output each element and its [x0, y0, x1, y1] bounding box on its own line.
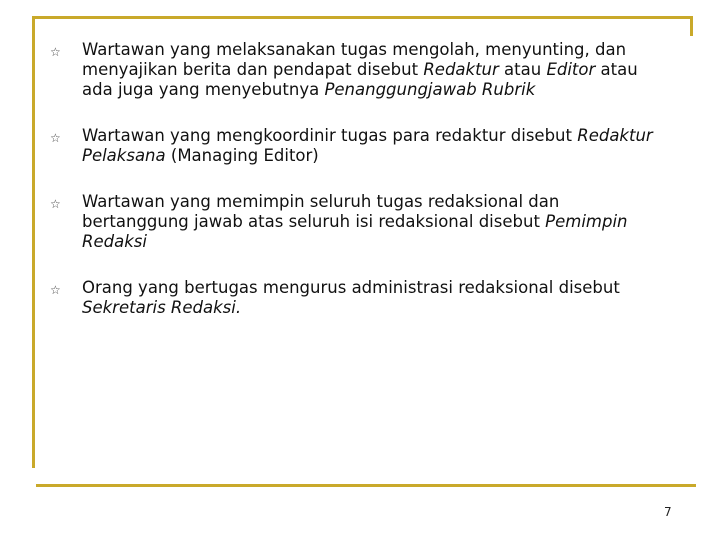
text-segment-italic: Editor [546, 60, 596, 79]
bullet-item [50, 40, 670, 100]
frame-left-rule [32, 16, 35, 468]
text-segment: (Managing Editor) [165, 146, 319, 165]
frame-right-rule [690, 16, 693, 36]
star-outline-icon: ☆ [50, 283, 61, 297]
page-number: 7 [664, 505, 672, 519]
text-segment-italic: Penanggungjawab Rubrik [324, 80, 536, 99]
text-segment: atau ada juga yang menyebutnya [82, 60, 638, 99]
bullet-text [82, 126, 653, 165]
text-segment-italic: Redaktur [423, 60, 499, 79]
frame-bottom-rule [36, 484, 696, 487]
text-segment-italic: Sekretaris Redaksi. [82, 298, 242, 317]
bullet-item [50, 126, 670, 166]
text-segment: Wartawan yang melaksanakan tugas mengolah, menyunting, dan menyajikan berita dan pendapat disebut [82, 40, 627, 79]
bullet-item [50, 278, 670, 318]
text-segment: Orang yang bertugas mengurus administrasi redaksional disebut [82, 278, 620, 297]
frame-top-rule [32, 16, 692, 19]
text-segment: Wartawan yang memimpin seluruh tugas redaksional dan bertanggung jawab atas seluruh isi redaksional disebut [82, 192, 560, 231]
star-outline-icon: ☆ [50, 45, 61, 59]
bullet-text [82, 192, 628, 251]
bullet-text [82, 278, 620, 317]
bullet-list [50, 40, 670, 344]
text-segment-italic: Pemimpin Redaksi [82, 212, 628, 251]
star-outline-icon: ☆ [50, 131, 61, 145]
text-segment: atau [498, 60, 547, 79]
bullet-item [50, 192, 670, 252]
text-segment-italic: Redaktur Pelaksana [82, 126, 653, 165]
text-segment: Wartawan yang mengkoordinir tugas para redaktur disebut [82, 126, 578, 145]
bullet-text [82, 40, 638, 99]
star-outline-icon: ☆ [50, 197, 61, 211]
